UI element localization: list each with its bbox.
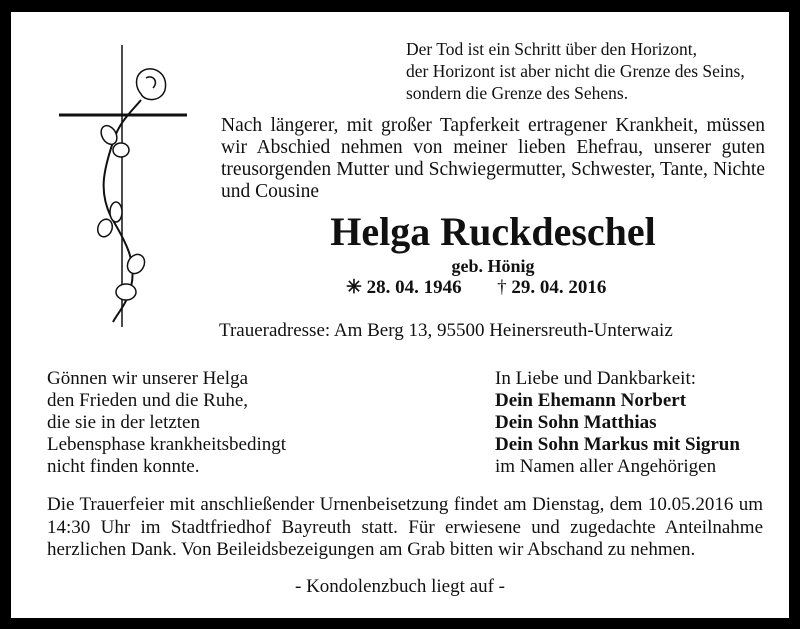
verse-line: den Frieden und die Ruhe, — [47, 390, 249, 411]
mourner-name: Dein Sohn Markus mit Sigrun — [495, 434, 740, 455]
condolence-note: - Kondolenzbuch liegt auf - — [295, 576, 505, 597]
intro-text: Nach längerer, mit großer Tapferkeit ertragener Krankheit, müssen wir Abschied nehmen von meiner lieben Ehefrau, unserer guten treusorgenden Mutter und Schwiegermutter, Schwester, Tante, Nichte und Cousine — [221, 115, 765, 202]
death-cross-icon: † — [497, 277, 507, 298]
verse-line: die sie in der letzten — [47, 412, 200, 433]
verse-line: nicht finden konnte. — [47, 456, 200, 477]
obituary-card — [11, 12, 789, 618]
cross-with-rose-icon — [41, 42, 201, 332]
death-date: 29. 04. 2016 — [511, 277, 607, 298]
mourners-outro: im Namen aller Angehörigen — [495, 456, 717, 477]
mourners-intro: In Liebe und Dankbarkeit: — [495, 368, 697, 389]
deceased-name: Helga Ruckdeschel — [330, 209, 656, 254]
mourner-name: Dein Sohn Matthias — [495, 412, 657, 433]
verse-line: Gönnen wir unserer Helga — [47, 368, 249, 389]
maiden-name: geb. Hönig — [451, 256, 535, 276]
verse-line: Lebensphase krankheitsbedingt — [47, 434, 287, 455]
mourning-address: Traueradresse: Am Berg 13, 95500 Heinersreuth-Unterwaiz — [219, 320, 673, 341]
motto-line: der Horizont ist aber nicht die Grenze des Seins, — [406, 61, 745, 81]
birth-date: 28. 04. 1946 — [366, 277, 462, 298]
mourner-name: Dein Ehemann Norbert — [495, 390, 687, 411]
funeral-info: Die Trauerfeier mit anschließender Urnenbeisetzung findet am Dienstag, dem 10.05.2016 um 14:30 Uhr im Stadtfriedhof Bayreuth statt. Für erwiesene und zugedachte Anteilnahme herzlichen Dank. Von Beileidsbezeigungen am Grab bitten wir Abschand zu nehmen. — [47, 494, 763, 560]
birth-star-icon: ✳ — [346, 277, 362, 298]
motto-line: Der Tod ist ein Schritt über den Horizont, — [406, 39, 698, 59]
motto-line: sondern die Grenze des Sehens. — [406, 83, 629, 103]
dates — [346, 277, 606, 300]
